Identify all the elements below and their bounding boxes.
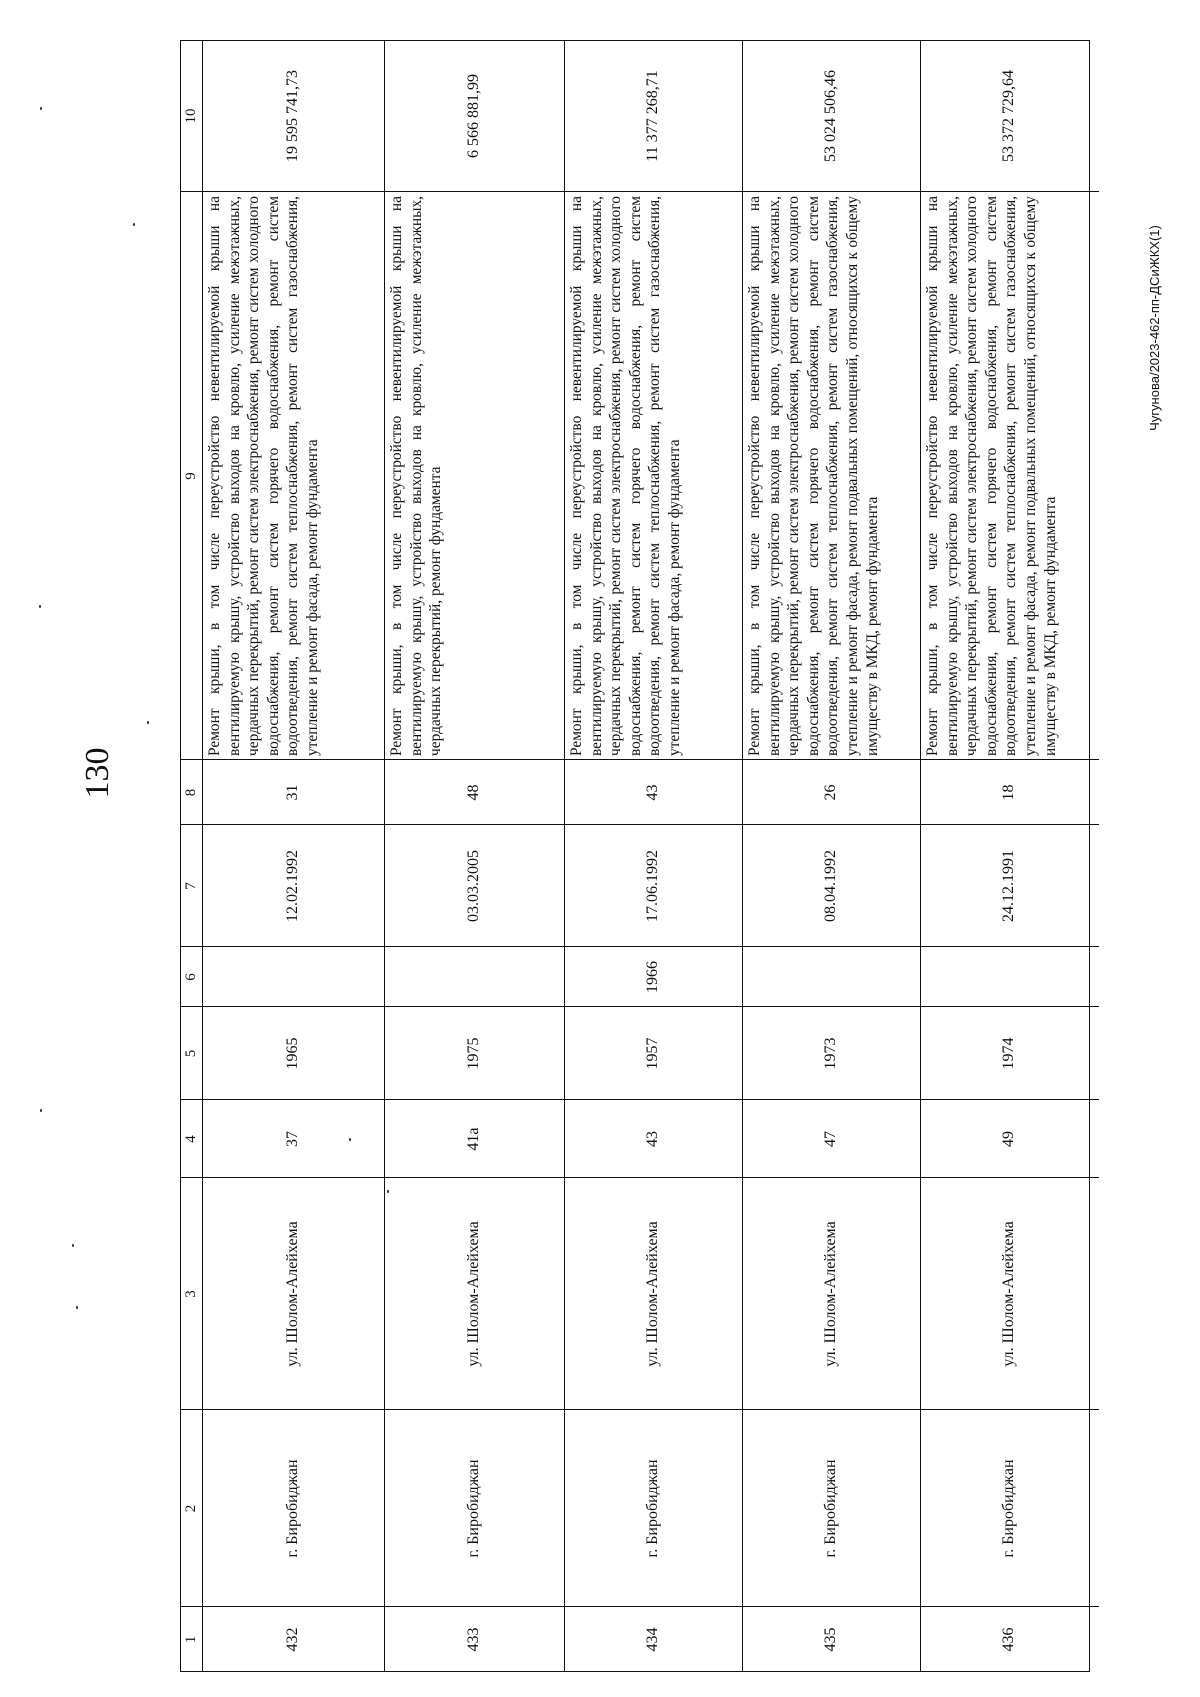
col8-cell [203,759,384,824]
city-text: г. Биробиджан [465,1459,482,1558]
house-number-text: 37 [284,1131,301,1147]
row-number-text: 433 [465,1627,482,1652]
col8-cell [921,759,1099,824]
row-number-cell [565,1606,742,1671]
city-text: г. Биробиджан [822,1459,839,1558]
table-row [921,41,1099,1671]
date-text: 12.02.1992 [284,850,301,922]
document-footer-code: Чугунова/2023-462-пп-ДСиЖКХ(1) [1147,225,1162,431]
header-cell [181,946,202,1006]
city-text: г. Биробиджан [644,1459,661,1558]
scan-speck [76,1306,78,1309]
works-text: Ремонт крыши, в том числе переустройство невентилируемой крыши на вентилируемую крышу, устройство выходов на кровлю, усиление межэтажных, чердачных перекрытий, ремонт систем электроснабжения, ремонт систем холодного водоснабжения, ремонт систем горячего водоснабжения, ремонт систем водоотведения, ремонт систем теплоснабжения, ремонт систем газоснабжения, утепление и ремонт фасада, ремонт фундамента [568,196,683,756]
row-number-text: 434 [644,1627,661,1652]
row-number-cell [921,1606,1099,1671]
date-cell [385,824,564,946]
year-built-text: 1975 [465,1037,482,1070]
header-label: 1 [182,1635,199,1644]
cost-cell [743,41,920,191]
date-text: 03.03.2005 [465,850,482,922]
house-number-cell [385,1099,564,1177]
house-number-text: 43 [644,1131,661,1147]
col6-text [203,947,383,1007]
street-text: ул. Шолом-Алейхема [284,1221,301,1367]
cost-text: 19 595 741,73 [284,70,301,162]
cost-cell [203,41,384,191]
col8-cell [385,759,564,824]
col6-cell [565,946,742,1006]
table-row [743,41,921,1671]
header-label: 5 [182,1049,199,1058]
cost-cell [565,41,742,191]
col8-text: 18 [1000,784,1017,801]
header-cell [181,1606,202,1671]
repair-program-table [180,40,1090,1672]
street-cell [743,1177,920,1409]
street-text: ул. Шолом-Алейхема [644,1221,661,1367]
table-row [565,41,743,1671]
cost-text: 6 566 881,99 [465,74,482,158]
header-label: 8 [182,788,199,797]
city-cell [203,1409,384,1606]
date-text: 24.12.1991 [1000,850,1017,922]
year-built-cell [203,1006,384,1099]
header-cell [181,1006,202,1099]
header-cell [181,824,202,946]
row-number-text: 435 [822,1627,839,1652]
year-built-cell [921,1006,1099,1099]
house-number-cell [565,1099,742,1177]
col6-text: 1966 [644,961,661,993]
works-cell [385,191,564,759]
street-text: ул. Шолом-Алейхема [1000,1221,1017,1367]
date-cell [921,824,1099,946]
header-label: 6 [182,973,199,981]
street-cell [565,1177,742,1409]
header-cell [181,41,202,191]
col6-text [743,947,919,1007]
col6-text [385,947,563,1007]
cost-cell [921,41,1099,191]
year-built-text: 1965 [284,1037,301,1070]
col8-cell [565,759,742,824]
city-text: г. Биробиджан [284,1459,301,1558]
header-label: 2 [182,1504,199,1513]
house-number-cell [743,1099,920,1177]
house-number-cell [921,1099,1099,1177]
row-number-text: 432 [284,1627,301,1652]
cost-text: 53 372 729,64 [1000,70,1017,162]
col6-cell [921,946,1099,1006]
works-cell [921,191,1099,759]
year-built-text: 1973 [822,1037,839,1070]
scan-speck [40,107,42,110]
city-cell [921,1409,1099,1606]
cost-cell [385,41,564,191]
works-text: Ремонт крыши, в том числе переустройство невентилируемой крыши на вентилируемую крышу, устройство выходов на кровлю, усиление межэтажных, чердачных перекрытий, ремонт систем электроснабжения, ремонт систем холодного водоснабжения, ремонт систем горячего водоснабжения, ремонт систем водоотведения, ремонт систем теплоснабжения, ремонт систем газоснабжения, утепление и ремонт фасада, ремонт подвальных помещений, относящихся к общему имуществу в МКД, ремонт фундамента [924,196,1059,756]
street-cell [385,1177,564,1409]
row-number-cell [385,1606,564,1671]
scan-speck [147,721,149,724]
header-cell [181,191,202,759]
row-number-text: 436 [1000,1627,1017,1652]
works-cell [565,191,742,759]
col6-text [921,947,1097,1007]
street-text: ул. Шолом-Алейхема [822,1221,839,1367]
col8-text: 43 [644,784,661,801]
date-cell [203,824,384,946]
col8-text: 31 [284,784,301,801]
year-built-cell [385,1006,564,1099]
table-header-row [181,41,203,1671]
header-label: 3 [182,1290,199,1298]
city-cell [385,1409,564,1606]
works-cell [203,191,384,759]
year-built-text: 1974 [1000,1037,1017,1070]
col6-cell [743,946,920,1006]
scan-speck [40,1109,42,1112]
col8-cell [743,759,920,824]
scan-speck [72,1244,74,1247]
date-cell [565,824,742,946]
year-built-cell [743,1006,920,1099]
col8-text: 48 [465,784,482,801]
header-label: 7 [182,882,199,890]
house-number-text: 49 [1000,1131,1017,1147]
city-cell [743,1409,920,1606]
works-text: Ремонт крыши, в том числе переустройство невентилируемой крыши на вентилируемую крышу, устройство выходов на кровлю, усиление межэтажных, чердачных перекрытий, ремонт фундамента [388,196,445,756]
scan-speck [133,223,135,226]
year-built-cell [565,1006,742,1099]
street-cell [921,1177,1099,1409]
page-number: 130 [79,747,116,799]
street-cell [203,1177,384,1409]
col6-cell [203,946,384,1006]
date-cell [743,824,920,946]
city-text: г. Биробиджан [1000,1459,1017,1558]
header-cell [181,759,202,824]
header-label: 10 [182,108,199,124]
header-label: 9 [182,472,199,480]
date-text: 17.06.1992 [644,850,661,922]
works-text: Ремонт крыши, в том числе переустройство невентилируемой крыши на вентилируемую крышу, устройство выходов на кровлю, усиление межэтажных, чердачных перекрытий, ремонт систем электроснабжения, ремонт систем холодного водоснабжения, ремонт систем горячего водоснабжения, ремонт систем водоотведения, ремонт систем теплоснабжения, ремонт систем газоснабжения, утепление и ремонт фасада, ремонт подвальных помещений, относящихся к общему имуществу в МКД, ремонт фундамента [746,196,881,756]
works-cell [743,191,920,759]
header-cell [181,1177,202,1409]
city-cell [565,1409,742,1606]
header-cell [181,1099,202,1177]
header-label: 4 [182,1135,199,1143]
date-text: 08.04.1992 [822,850,839,922]
table-row [203,41,385,1671]
cost-text: 53 024 506,46 [822,70,839,162]
street-text: ул. Шолом-Алейхема [465,1221,482,1367]
house-number-text: 41а [465,1127,482,1151]
col6-cell [385,946,564,1006]
scan-speck [39,605,41,608]
row-number-cell [203,1606,384,1671]
col8-text: 26 [822,784,839,801]
works-text: Ремонт крыши, в том числе переустройство невентилируемой крыши на вентилируемую крышу, устройство выходов на кровлю, усиление межэтажных, чердачных перекрытий, ремонт систем электроснабжения, ремонт систем холодного водоснабжения, ремонт систем горячего водоснабжения, ремонт систем водоотведения, ремонт систем теплоснабжения, ремонт систем газоснабжения, утепление и ремонт фасада, ремонт фундамента [206,196,321,756]
house-number-cell [203,1099,384,1177]
house-number-text: 47 [822,1131,839,1147]
row-number-cell [743,1606,920,1671]
header-cell [181,1409,202,1606]
year-built-text: 1957 [644,1037,661,1070]
cost-text: 11 377 268,71 [644,70,661,162]
table-row [385,41,565,1671]
